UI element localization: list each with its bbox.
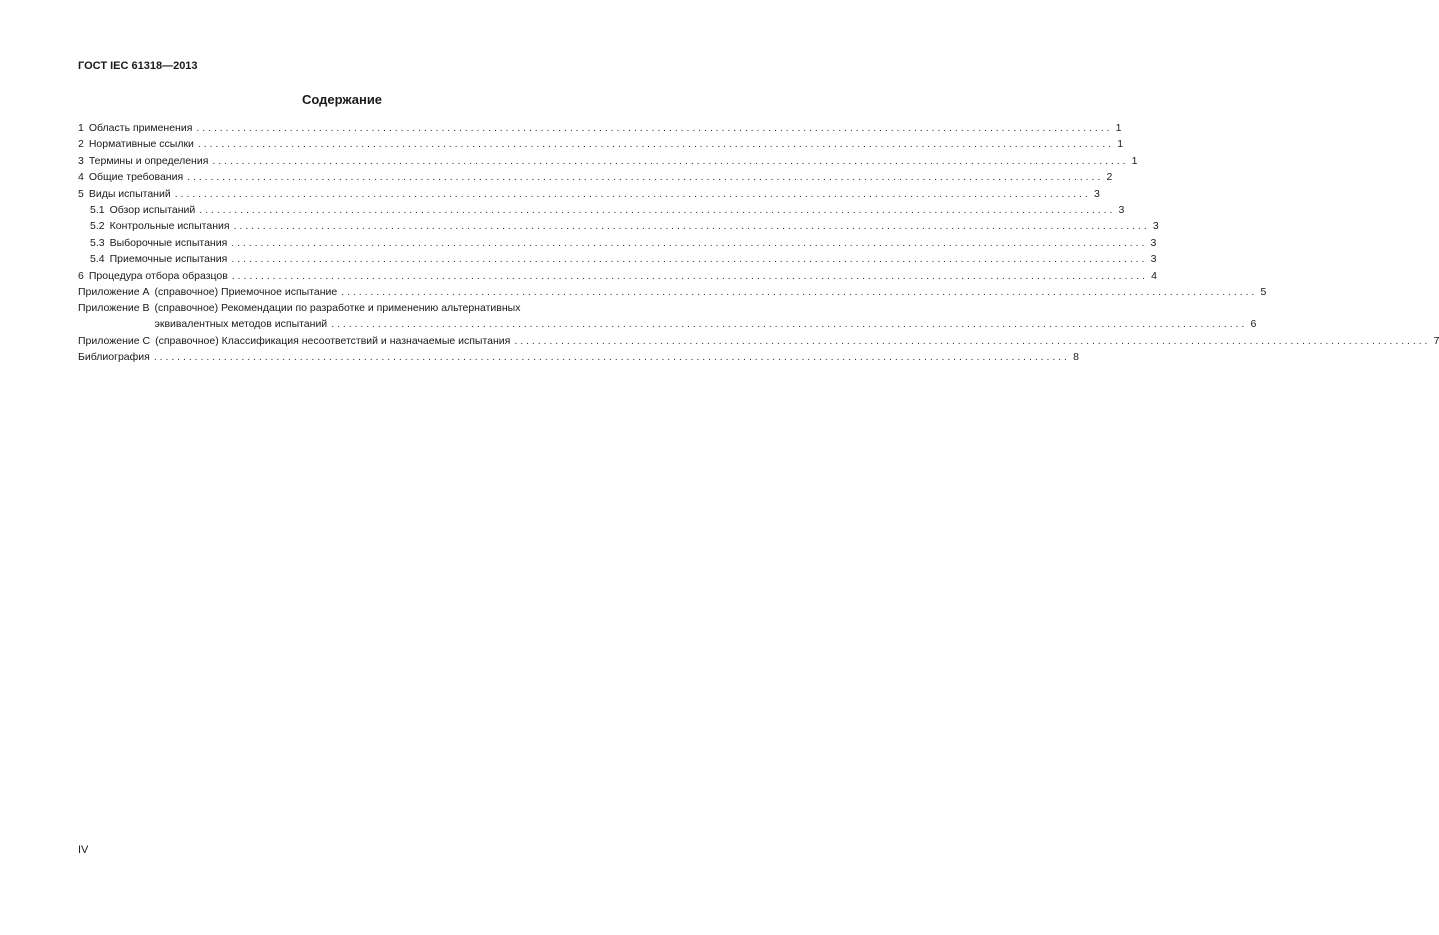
toc-annex-a[interactable] <box>78 284 1267 300</box>
toc-entry-number: 3 <box>78 154 84 167</box>
toc-entry-3[interactable] <box>78 153 1138 169</box>
annex-title: (справочное) Приемочное испытание <box>154 285 338 298</box>
toc-entry-label: Термины и определения <box>88 154 209 167</box>
leader-dots <box>198 136 1111 152</box>
toc-bibliography[interactable] <box>78 349 1079 365</box>
toc-entry-label: Приемочные испытания <box>109 253 228 266</box>
toc-annex-b[interactable] <box>78 300 1257 332</box>
toc-entry-5-3[interactable] <box>78 235 1157 251</box>
toc-entry-page: 4 <box>1151 269 1157 282</box>
toc-entry-label: Область применения <box>88 122 193 134</box>
annex-label: Приложение С <box>78 334 151 347</box>
toc-entry-page: 1 <box>1131 154 1138 167</box>
toc-entry-6[interactable] <box>78 268 1157 284</box>
toc-entry-page: 3 <box>1093 187 1100 200</box>
toc-entry-number: 1 <box>78 122 84 134</box>
leader-dots <box>331 316 1244 332</box>
toc-entry-5[interactable] <box>78 186 1100 202</box>
toc-entry-page: 3 <box>1150 236 1157 249</box>
toc-annex-c[interactable] <box>78 333 1439 349</box>
toc-entry-page: 7 <box>1433 334 1439 347</box>
leader-dots <box>514 333 1427 349</box>
toc-entry-label: Общие требования <box>88 171 184 184</box>
toc-entry-4[interactable] <box>78 169 1113 185</box>
toc-entry-number: 5.1 <box>90 203 105 216</box>
leader-dots <box>341 284 1254 300</box>
toc-entry-page: 3 <box>1152 220 1159 233</box>
toc-entry-5-2[interactable] <box>78 218 1159 234</box>
bibliography-label: Библиография <box>78 351 150 364</box>
toc-entry-number: 5.3 <box>90 236 105 249</box>
leader-dots <box>231 251 1144 267</box>
annex-title-line2: эквивалентных методов испытаний <box>154 318 328 331</box>
annex-title-line1: (справочное) Рекомендации по разработке и применению альтернативных <box>154 302 521 315</box>
leader-dots <box>212 153 1125 169</box>
leader-dots <box>231 235 1144 251</box>
toc-entry-page: 3 <box>1150 253 1157 266</box>
toc-entry-number: 5.4 <box>90 253 105 266</box>
toc-entry-page: 2 <box>1106 171 1113 184</box>
toc-entry-number: 4 <box>78 171 84 184</box>
toc-entry-number: 5.2 <box>90 220 105 233</box>
toc-entry-page: 5 <box>1260 285 1267 298</box>
leader-dots <box>187 169 1100 185</box>
toc-entry-label: Нормативные ссылки <box>88 138 194 151</box>
toc-entry-5-1[interactable] <box>78 202 1125 218</box>
leader-dots <box>175 186 1088 202</box>
annex-label: Приложение В <box>78 302 150 315</box>
leader-dots <box>154 349 1067 365</box>
toc-entry-label: Контрольные испытания <box>109 220 230 233</box>
page-number: IV <box>78 844 89 856</box>
leader-dots <box>234 218 1147 234</box>
document-header: ГОСТ IEC 61318—2013 <box>78 60 198 72</box>
toc-entry-page: 1 <box>1115 122 1122 134</box>
annex-title: (справочное) Классификация несоответствий и назначаемые испытания <box>155 334 511 347</box>
toc-entry-page: 1 <box>1117 138 1124 151</box>
leader-dots <box>199 202 1112 218</box>
toc-entry-number: 2 <box>78 138 84 151</box>
toc-entry-number: 5 <box>78 187 84 200</box>
table-of-contents <box>78 120 1439 365</box>
toc-title: Содержание <box>301 92 383 107</box>
toc-entry-1[interactable] <box>78 120 1122 136</box>
leader-dots <box>196 120 1109 136</box>
leader-dots <box>232 268 1145 284</box>
toc-entry-page: 3 <box>1118 203 1125 216</box>
toc-entry-page: 8 <box>1073 351 1079 364</box>
toc-entry-label: Обзор испытаний <box>109 203 196 216</box>
toc-entry-label: Выборочные испытания <box>109 236 228 249</box>
toc-entry-label: Виды испытаний <box>88 187 171 200</box>
toc-entry-2[interactable] <box>78 136 1124 152</box>
annex-label: Приложение А <box>78 285 150 298</box>
toc-entry-5-4[interactable] <box>78 251 1157 267</box>
toc-entry-page: 6 <box>1250 318 1257 331</box>
toc-entry-label: Процедура отбора образцов <box>88 269 228 282</box>
toc-entry-number: 6 <box>78 269 84 282</box>
